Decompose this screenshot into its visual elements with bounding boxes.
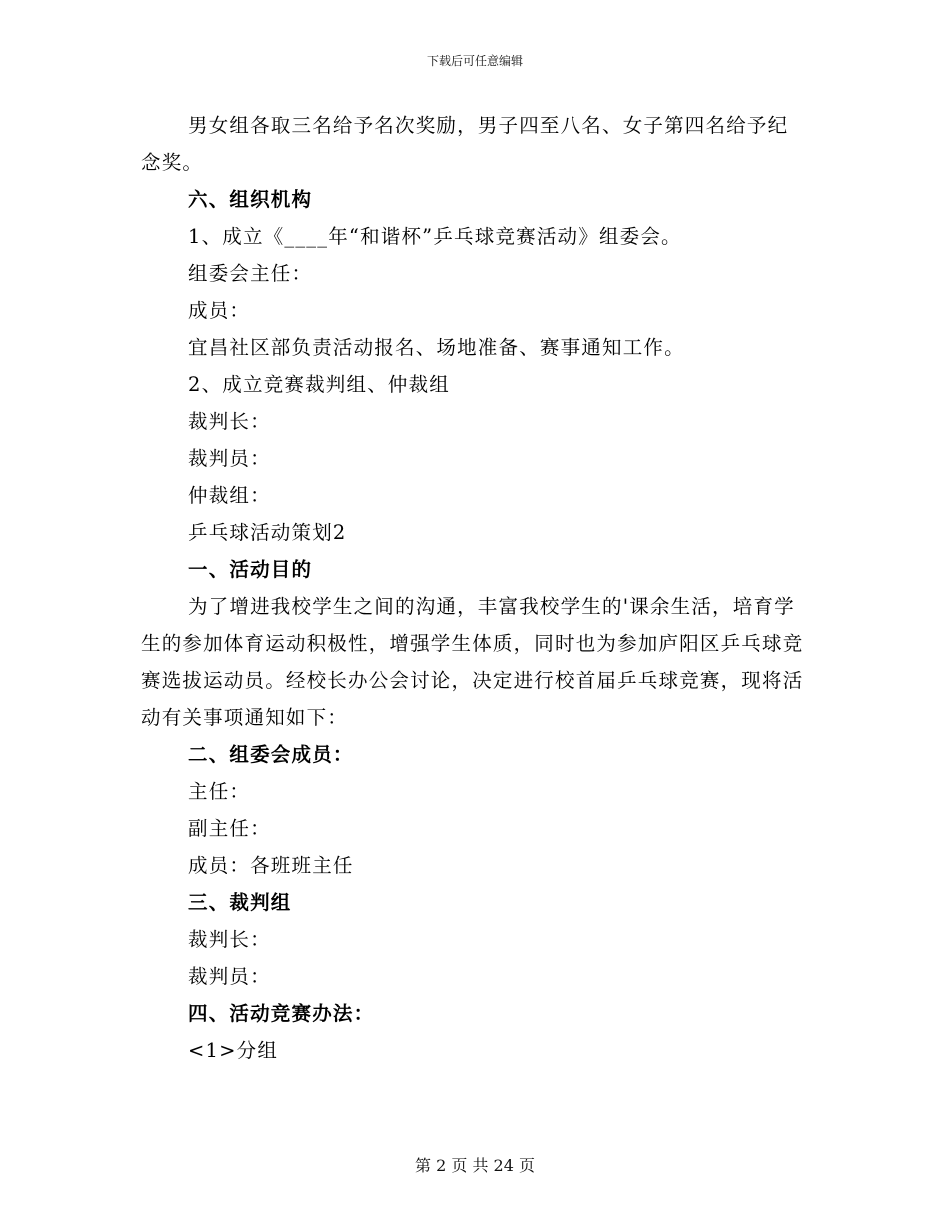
paragraph-committee: 1、成立《____年“和谐杯”乒乓球竞赛活动》组委会。: [188, 225, 682, 248]
paragraph-chief-referee: 裁判长：: [188, 410, 271, 433]
paragraph-grouping: <1>分组: [188, 1039, 279, 1062]
paragraph-referees-2: 裁判员：: [188, 965, 271, 988]
paragraph-community-duties: 宜昌社区部负责活动报名、场地准备、赛事通知工作。: [188, 336, 685, 359]
paragraph-referee-group: 2、成立竞赛裁判组、仲裁组: [188, 373, 451, 396]
paragraph-committee-director: 组委会主任：: [188, 262, 313, 285]
page-footer: 第 2 页 共 24 页: [415, 1156, 535, 1175]
heading-organization: 六、组织机构: [188, 188, 313, 211]
paragraph-chief-referee-2: 裁判长：: [188, 928, 271, 951]
heading-committee-members: 二、组委会成员：: [188, 743, 354, 766]
paragraph-director: 主任：: [188, 780, 251, 803]
paragraph-members-teachers: 成员：各班班主任: [188, 854, 354, 877]
paragraph-award-rules: 男女组各取三名给予名次奖励，男子四至八名、女子第四名给予纪念奖。: [141, 114, 789, 174]
paragraph-arbitration: 仲裁组：: [188, 484, 271, 507]
paragraph-deputy-director: 副主任：: [188, 817, 271, 840]
document-body: [141, 107, 805, 1069]
page-header: 下载后可任意编辑: [426, 54, 523, 68]
section-title-plan-2: 乒乓球活动策划2: [188, 521, 347, 544]
paragraph-purpose: 为了增进我校学生之间的沟通，丰富我校学生的'课余生活，培育学生的参加体育运动积极性，增强学生体质，同时也为参加庐阳区乒乓球竞赛选拔运动员。经校长办公会讨论，决定进行校首届乒乓球竞赛，现将活动有关事项通知如下：: [141, 595, 804, 729]
paragraph-committee-members: 成员：: [188, 299, 251, 322]
heading-referee-group: 三、裁判组: [188, 891, 292, 914]
heading-purpose: 一、活动目的: [188, 558, 313, 581]
heading-competition-rules: 四、活动竞赛办法：: [188, 1002, 375, 1025]
paragraph-referees: 裁判员：: [188, 447, 271, 470]
